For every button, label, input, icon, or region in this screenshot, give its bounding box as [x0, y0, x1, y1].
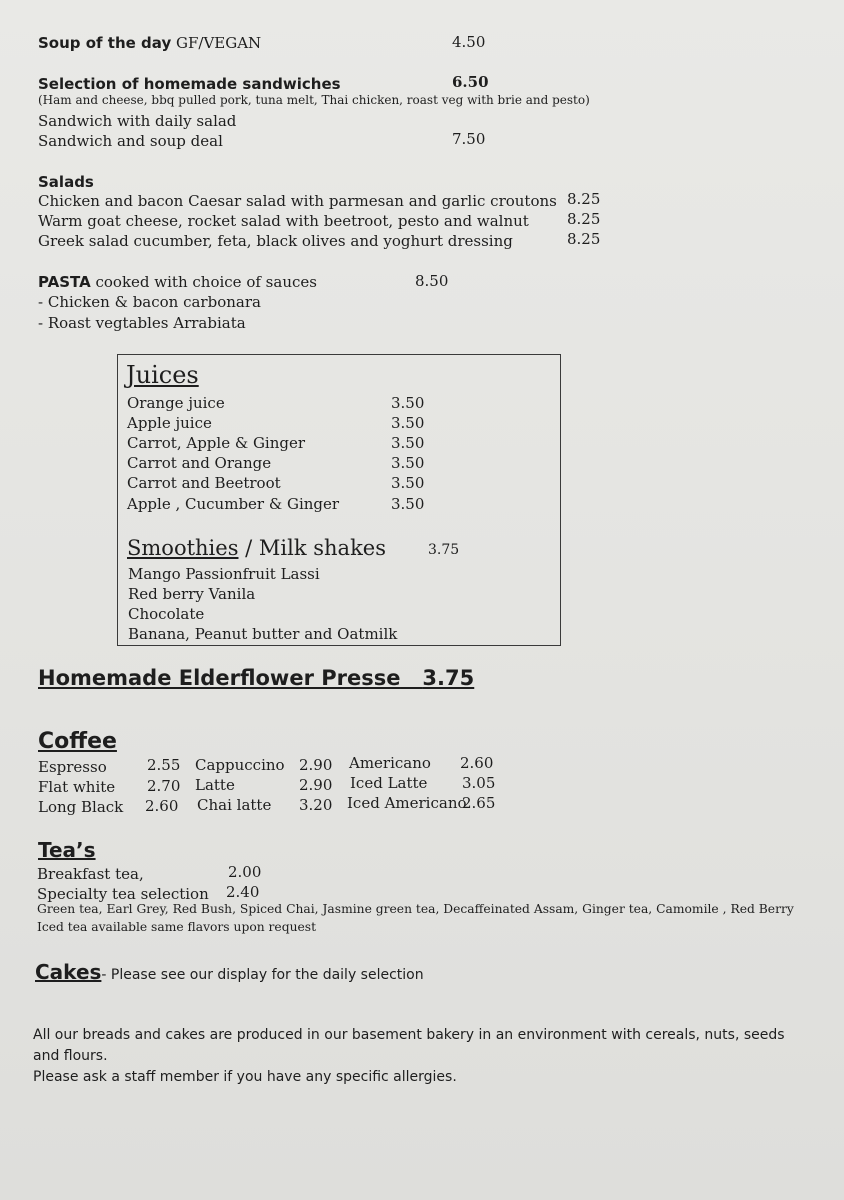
juice-item-price: 3.50 [391, 414, 425, 432]
salad-item-price: 8.25 [567, 230, 601, 248]
soup-price: 4.50 [452, 33, 486, 51]
tea-item-name: Specialty tea selection [37, 885, 209, 903]
smoothies-title [127, 536, 386, 560]
teas-title: Tea’s [38, 838, 96, 862]
coffee-item-price: 2.90 [299, 756, 333, 774]
coffee-item-name: Long Black [38, 798, 124, 816]
coffee-title: Coffee [38, 729, 117, 754]
allergy-note-line2: and flours. [33, 1048, 108, 1064]
allergy-note-line1: All our breads and cakes are produced in our basement bakery in an environment with cereals, nuts, seeds [33, 1027, 785, 1043]
coffee-item-name: Latte [195, 776, 235, 794]
allergy-note-line3: Please ask a staff member if you have any specific allergies. [33, 1069, 457, 1085]
coffee-item-price: 2.65 [462, 794, 496, 812]
coffee-item-price: 2.60 [460, 754, 494, 772]
pasta-subtitle: cooked with choice of sauces [95, 273, 317, 291]
cakes-title: Cakes [35, 960, 102, 984]
salad-item-price: 8.25 [567, 190, 601, 208]
coffee-item-price: 2.70 [147, 777, 181, 795]
tea-flavors: Green tea, Earl Grey, Red Bush, Spiced Chai, Jasmine green tea, Decaffeinated Assam, Ginger tea, Camomile , Red Berry [37, 902, 794, 916]
salad-item-price: 8.25 [567, 210, 601, 228]
sandwiches-title: Selection of homemade sandwiches [38, 75, 341, 93]
sandwich-deal-price: 7.50 [452, 130, 486, 148]
coffee-item-name: Iced Latte [350, 774, 428, 792]
pasta-title: PASTA [38, 273, 91, 291]
coffee-item-price: 3.05 [462, 774, 496, 792]
cakes-line [35, 960, 424, 984]
smoothies-title-main: Smoothies [127, 536, 239, 560]
tea-item-price: 2.00 [228, 863, 262, 881]
sandwiches-price: 6.50 [452, 73, 489, 91]
juice-item-price: 3.50 [391, 394, 425, 412]
juice-item-name: Apple juice [127, 414, 212, 432]
smoothies-title-rest: / Milk shakes [238, 536, 386, 560]
coffee-item-name: Americano [349, 754, 431, 772]
juice-item-name: Carrot and Orange [127, 454, 272, 472]
coffee-item-name: Iced Americano [347, 794, 467, 812]
pasta-line [38, 273, 317, 291]
smoothie-item: Mango Passionfruit Lassi [128, 565, 320, 583]
cakes-note: - Please see our display for the daily selection [101, 967, 424, 983]
juice-item-name: Carrot and Beetroot [127, 474, 281, 492]
smoothies-price: 3.75 [428, 542, 460, 558]
tea-item-name: Breakfast tea, [37, 865, 144, 883]
salad-item-name: Warm goat cheese, rocket salad with beetroot, pesto and walnut [38, 212, 529, 230]
tea-item-price: 2.40 [226, 883, 260, 901]
coffee-item-name: Espresso [38, 758, 107, 776]
juice-item-name: Apple , Cucumber & Ginger [127, 495, 340, 513]
salad-item-name: Greek salad cucumber, feta, black olives and yoghurt dressing [38, 232, 513, 250]
elderflower-price: 3.75 [422, 666, 475, 690]
coffee-item-name: Cappuccino [195, 756, 285, 774]
juice-item-price: 3.50 [391, 454, 425, 472]
elderflower-line [38, 666, 474, 690]
salads-title: Salads [38, 173, 94, 191]
juices-title: Juices [126, 361, 199, 389]
soup-label: Soup of the day [38, 34, 172, 52]
pasta-option: - Chicken & bacon carbonara [38, 293, 261, 311]
coffee-item-price: 2.90 [299, 776, 333, 794]
coffee-item-name: Flat white [38, 778, 116, 796]
smoothie-item: Banana, Peanut butter and Oatmilk [128, 625, 398, 643]
juice-item-name: Carrot, Apple & Ginger [127, 434, 306, 452]
smoothie-item: Red berry Vanila [128, 585, 256, 603]
coffee-item-price: 2.60 [145, 797, 179, 815]
coffee-item-name: Chai latte [197, 796, 272, 814]
pasta-option: - Roast vegtables Arrabiata [38, 314, 246, 332]
juice-item-price: 3.50 [391, 434, 425, 452]
coffee-item-price: 2.55 [147, 756, 181, 774]
elderflower-label: Homemade Elderflower Presse [38, 666, 401, 690]
juice-item-name: Orange juice [127, 394, 225, 412]
coffee-item-price: 3.20 [299, 796, 333, 814]
pasta-price: 8.50 [415, 272, 449, 290]
smoothie-item: Chocolate [128, 605, 205, 623]
sandwich-soup-deal: Sandwich and soup deal [38, 132, 223, 150]
soup-tag: GF/VEGAN [176, 34, 262, 52]
sandwiches-description: (Ham and cheese, bbq pulled pork, tuna melt, Thai chicken, roast veg with brie and pesto) [38, 93, 590, 107]
soup-line [38, 34, 261, 52]
juice-item-price: 3.50 [391, 495, 425, 513]
juice-item-price: 3.50 [391, 474, 425, 492]
salad-item-name: Chicken and bacon Caesar salad with parmesan and garlic croutons [38, 192, 557, 210]
iced-tea-note: Iced tea available same flavors upon request [37, 920, 317, 934]
sandwich-salad-line: Sandwich with daily salad [38, 112, 237, 130]
